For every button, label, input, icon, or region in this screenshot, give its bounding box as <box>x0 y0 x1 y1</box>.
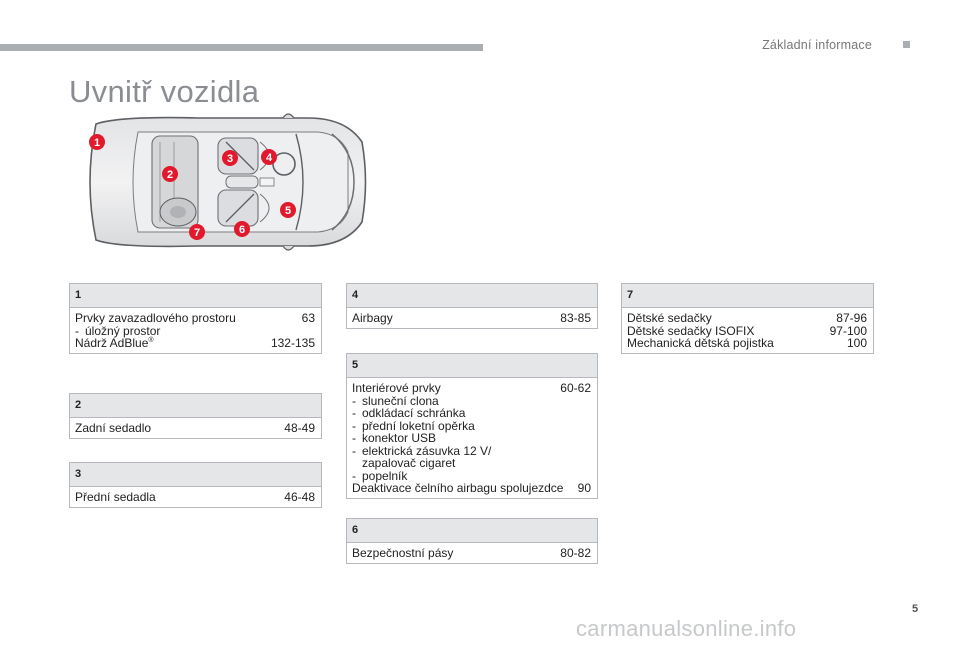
box-number: 5 <box>347 354 597 378</box>
entry-row <box>352 547 591 560</box>
entry-label: Bezpečnostní pásy <box>352 546 454 560</box>
info-box-5 <box>346 353 598 499</box>
box-number: 3 <box>70 463 321 487</box>
section-title: Základní informace <box>762 38 872 52</box>
box-number: 4 <box>347 284 597 308</box>
svg-text:6: 6 <box>238 224 246 236</box>
sub-entry: - přední loketní opěrka <box>352 418 475 433</box>
page-ref: 87-96 <box>836 311 867 325</box>
entry-row <box>75 422 315 435</box>
entry-label: Nádrž AdBlue® <box>75 336 154 350</box>
info-box-4 <box>346 283 598 329</box>
page-ref: 60-62 <box>560 381 591 395</box>
box-number: 1 <box>70 284 321 308</box>
box-number: 2 <box>70 394 321 418</box>
page-ref: 83-85 <box>560 311 591 325</box>
box-number: 7 <box>622 284 873 308</box>
entry-row <box>75 337 315 350</box>
sub-entry: - odkládací schránka <box>352 406 466 420</box>
section-marker <box>903 41 910 48</box>
page-title: Uvnitř vozidla <box>69 74 260 109</box>
entry-label: Deaktivace čelního airbagu spolujezdce <box>352 481 564 495</box>
page-ref: 90 <box>577 481 591 495</box>
entry-row <box>75 491 315 504</box>
entry-row <box>627 337 867 350</box>
page-ref: 46-48 <box>284 490 315 504</box>
entry-label: Mechanická dětská pojistka <box>627 336 774 350</box>
sub-entry: - úložný prostor <box>75 323 161 338</box>
svg-text:4: 4 <box>265 152 273 164</box>
entry-label: Airbagy <box>352 311 393 325</box>
sub-entry: - sluneční clona <box>352 393 439 408</box>
header-rule <box>0 44 483 51</box>
page-number: 5 <box>912 603 919 615</box>
page-ref: 132-135 <box>270 336 315 350</box>
entry-label: Přední sedadla <box>75 490 156 504</box>
info-box-3 <box>69 462 322 508</box>
entry-label: Zadní sedadlo <box>75 421 152 435</box>
sub-entry: - elektrická zásuvka 12 V/ <box>352 443 492 458</box>
entry-label: Dětské sedačky <box>627 311 712 325</box>
svg-text:2: 2 <box>166 169 174 181</box>
box-number: 6 <box>347 519 597 543</box>
entry-label: Interiérové prvky <box>352 381 441 395</box>
entry-label: Dětské sedačky ISOFIX <box>627 323 755 338</box>
svg-text:3: 3 <box>226 153 234 165</box>
entry-row <box>352 312 591 325</box>
info-box-6 <box>346 518 598 564</box>
page-ref: 97-100 <box>829 323 867 338</box>
svg-text:5: 5 <box>284 205 292 217</box>
entry-row <box>352 482 591 495</box>
watermark: carmanualsonline.info <box>576 616 797 641</box>
sub-entry: - popelník <box>352 468 408 483</box>
sub-entry: - konektor USB <box>352 431 437 445</box>
svg-text:1: 1 <box>93 137 101 149</box>
page-ref: 80-82 <box>560 546 591 560</box>
sub-entry-continuation: zapalovač cigaret <box>362 456 456 470</box>
car-interior-illustration <box>78 112 370 252</box>
page-ref: 63 <box>301 311 315 325</box>
info-box-2 <box>69 393 322 439</box>
info-box-7 <box>621 283 874 354</box>
entry-label: Prvky zavazadlového prostoru <box>75 311 236 325</box>
page-ref: 100 <box>846 336 867 350</box>
info-box-1 <box>69 283 322 354</box>
page-ref: 48-49 <box>284 421 315 435</box>
svg-text:7: 7 <box>193 227 201 239</box>
entry-row <box>627 312 867 325</box>
